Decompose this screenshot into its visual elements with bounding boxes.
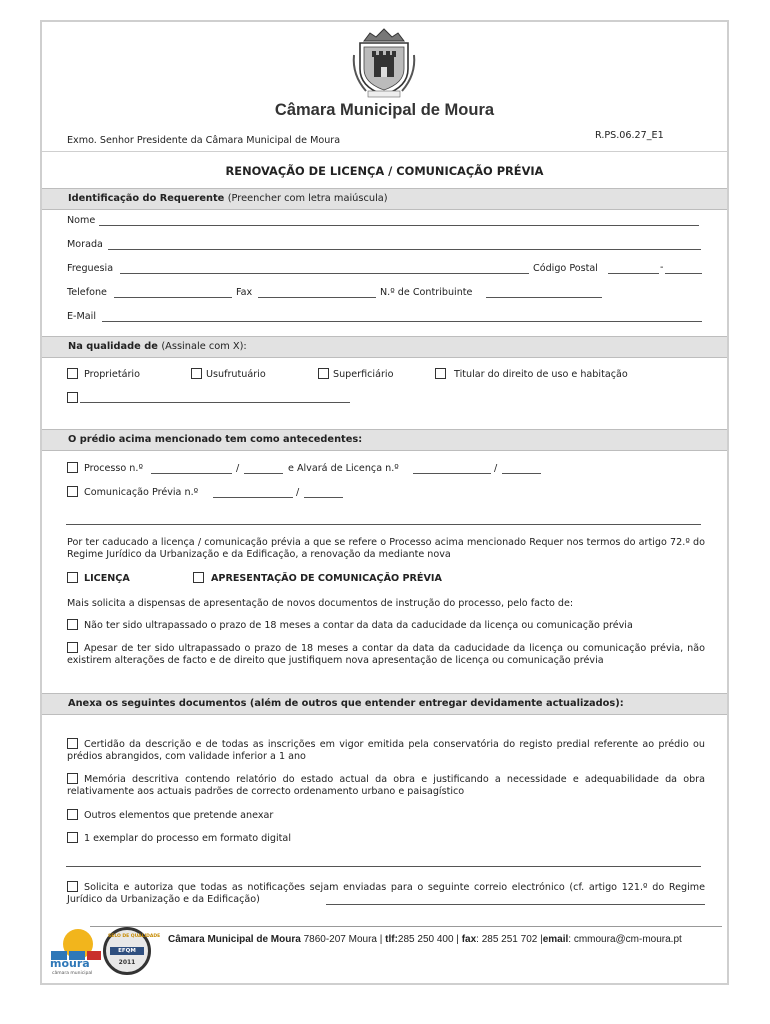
logo-subtitle: câmara municipal xyxy=(52,971,93,976)
logo-wordmark: moura xyxy=(50,957,90,970)
option-surface-holder-label: Superficiário xyxy=(333,369,394,380)
waiver-option-2: Apesar de ter sido ultrapassado o prazo de 18 meses a contar da data da caducidade da licença ou comunicação prévia, não existirem alterações de facto e de direito que justifiquem nova apresentação de licença ou comunicação prévia xyxy=(67,643,705,666)
footer-org: Câmara Municipal de Moura xyxy=(168,934,301,945)
municipality-title: Câmara Municipal de Moura xyxy=(274,101,495,119)
checkbox-waiver-1[interactable] xyxy=(67,619,78,630)
slash: / xyxy=(236,463,240,474)
notes-line[interactable] xyxy=(66,524,701,525)
fax-label: Fax xyxy=(236,287,253,298)
option-use-right-holder-label: Titular do direito de uso e habitação xyxy=(454,369,628,380)
divider xyxy=(42,151,727,152)
footer-email-label: email xyxy=(542,934,569,945)
phone-label: Telefone xyxy=(67,287,107,298)
seal-mid-text: EFQM xyxy=(110,947,144,955)
footer-email[interactable]: : cmmoura@cm-moura.pt xyxy=(568,934,682,945)
prior-comm-label: Comunicação Prévia n.º xyxy=(84,487,199,498)
section-heading: Anexa os seguintes documentos (além de outros que entender entregar devidamente actualizados): xyxy=(68,698,624,709)
footer-divider xyxy=(90,926,722,927)
section-heading: Identificação do Requerente xyxy=(68,193,225,204)
name-field[interactable] xyxy=(99,225,699,226)
section-capacity xyxy=(42,336,727,358)
checkbox-usufructuary[interactable] xyxy=(191,368,202,379)
postal-label: Código Postal xyxy=(533,263,598,274)
name-label: Nome xyxy=(67,215,96,226)
attachment-other: Outros elementos que pretende anexar xyxy=(84,810,274,821)
consent-email-field[interactable] xyxy=(326,904,705,905)
section-heading: O prédio acima mencionado tem como antecedentes: xyxy=(68,434,363,445)
email-field[interactable] xyxy=(102,321,702,322)
checkbox-attachment-digital[interactable] xyxy=(67,832,78,843)
seal-year-text: 2011 xyxy=(118,959,136,966)
fax-field[interactable] xyxy=(258,297,376,298)
attachment-digital: 1 exemplar do processo em formato digital xyxy=(84,833,291,844)
permit-label: e Alvará de Licença n.º xyxy=(288,463,399,474)
permit-number-field[interactable] xyxy=(413,473,491,474)
nif-label: N.º de Contribuinte xyxy=(380,287,473,298)
checkbox-prior-communication[interactable] xyxy=(67,486,78,497)
checkbox-owner[interactable] xyxy=(67,368,78,379)
slash: / xyxy=(494,463,498,474)
checkbox-surface-holder[interactable] xyxy=(318,368,329,379)
section-heading: Na qualidade de xyxy=(68,341,158,352)
other-capacity-field[interactable] xyxy=(80,402,350,403)
form-page xyxy=(40,20,729,985)
footer-tlf-label: tlf: xyxy=(385,934,398,945)
footer-contact xyxy=(168,934,682,945)
email-label: E-Mail xyxy=(67,311,97,322)
section-background xyxy=(42,429,727,451)
parish-label: Freguesia xyxy=(67,263,114,274)
section-identification xyxy=(42,188,727,210)
checkbox-prior-comm-submission[interactable] xyxy=(193,572,204,583)
form-title: RENOVAÇÃO DE LICENÇA / COMUNICAÇÃO PRÉVIA xyxy=(225,164,544,178)
footer-tlf: 285 250 400 | xyxy=(397,934,459,945)
attachment-certificate: Certidão da descrição e de todas as inscrições em vigor emitida pela conservatória do registo predial referente ao prédio ou prédios abrangidos, com validade inferior a 1 ano xyxy=(67,739,705,762)
prior-comm-number-field[interactable] xyxy=(213,497,293,498)
checkbox-attachment-other[interactable] xyxy=(67,809,78,820)
checkbox-other-capacity[interactable] xyxy=(67,392,78,403)
waiver-intro: Mais solicita a dispensas de apresentação de novos documentos de instrução do processo, pelo facto de: xyxy=(67,598,574,609)
email-consent-text: Solicita e autoriza que todas as notificações sejam enviadas para o seguinte correio electrónico (cf. artigo 121.º do Regime Jurídico da Urbanização e da Edificação) xyxy=(67,882,705,905)
section-note: (Assinale com X): xyxy=(161,341,247,352)
address-field[interactable] xyxy=(108,249,701,250)
checkbox-process[interactable] xyxy=(67,462,78,473)
postal-code-field-2[interactable] xyxy=(665,273,702,274)
nif-field[interactable] xyxy=(486,297,602,298)
section-note: (Preencher com letra maiúscula) xyxy=(227,193,388,204)
slash: / xyxy=(296,487,300,498)
attachment-description: Memória descritiva contendo relatório do estado actual da obra e justificando a necessidade e adequabilidade da obra relativamente aos actuais padrões de correcto ordenamento urbano e paisagístico xyxy=(67,774,705,797)
postal-code-field-1[interactable] xyxy=(608,273,659,274)
parish-field[interactable] xyxy=(120,273,529,274)
expiry-request-text: Por ter caducado a licença / comunicação prévia a que se refere o Processo acima mencionado Requer nos termos do artigo 72.º do Regime Jurídico da Urbanização e da Edificação, a renovação da mediante nova xyxy=(67,537,705,560)
footer-address: 7860-207 Moura | xyxy=(303,934,383,945)
license-option-label: LICENÇA xyxy=(84,573,130,584)
process-number-field[interactable] xyxy=(151,473,232,474)
process-label: Processo n.º xyxy=(84,463,143,474)
prior-comm-submission-label: APRESENTAÇÃO DE COMUNICAÇÃO PRÉVIA xyxy=(211,573,442,584)
address-label: Morada xyxy=(67,239,103,250)
attachments-notes-line[interactable] xyxy=(66,866,701,867)
coat-of-arms-icon xyxy=(352,25,416,99)
addressee-line: Exmo. Senhor Presidente da Câmara Municipal de Moura xyxy=(67,135,341,146)
postal-separator: - xyxy=(660,262,664,273)
option-usufructuary-label: Usufrutuário xyxy=(206,369,266,380)
footer-fax-label: fax xyxy=(461,934,477,945)
prior-comm-year-field[interactable] xyxy=(304,497,343,498)
footer-fax: : 285 251 702 | xyxy=(476,934,543,945)
waiver-option-1: Não ter sido ultrapassado o prazo de 18 meses a contar da data da caducidade da licença ou comunicação prévia xyxy=(84,620,633,631)
phone-field[interactable] xyxy=(114,297,232,298)
quality-seal xyxy=(103,927,161,975)
permit-year-field[interactable] xyxy=(502,473,541,474)
form-code: R.PS.06.27_E1 xyxy=(595,130,664,141)
seal-top-text: SELO DE QUALIDADE xyxy=(108,934,161,939)
checkbox-license[interactable] xyxy=(67,572,78,583)
section-attachments xyxy=(42,693,727,715)
option-owner-label: Proprietário xyxy=(84,369,140,380)
process-year-field[interactable] xyxy=(244,473,283,474)
checkbox-use-right-holder[interactable] xyxy=(435,368,446,379)
